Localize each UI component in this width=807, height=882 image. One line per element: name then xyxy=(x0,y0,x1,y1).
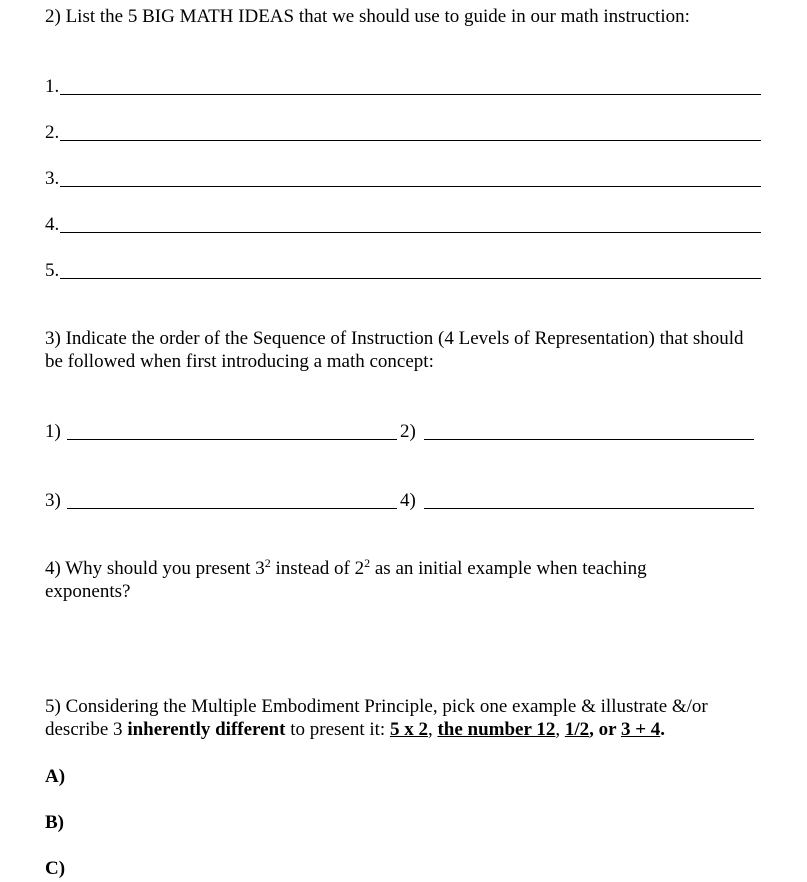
big-idea-line-5[interactable] xyxy=(45,259,761,283)
example-option: 5 x 2 xyxy=(389,719,428,740)
q4-prefix: 4) Why should you present 3 xyxy=(45,558,265,579)
item-number: 5. xyxy=(45,260,60,281)
big-idea-line-1[interactable] xyxy=(45,75,761,99)
sequence-line-1[interactable] xyxy=(45,420,397,444)
big-idea-line-3[interactable] xyxy=(45,167,761,191)
answer-line xyxy=(60,278,761,279)
separator: , xyxy=(427,719,438,740)
big-idea-line-2[interactable] xyxy=(45,121,761,145)
question-2-text: 2) List the 5 BIG MATH IDEAS that we should use to guide in our math instruction: xyxy=(45,6,690,27)
answer-line xyxy=(60,94,761,95)
answer-label-c: C) xyxy=(45,858,66,879)
sequence-line-3[interactable] xyxy=(45,489,397,513)
answer-label-b: B) xyxy=(45,812,64,833)
answer-line xyxy=(60,232,761,233)
item-number: 2. xyxy=(45,122,60,143)
answer-label-a: A) xyxy=(45,766,66,787)
sequence-line-4[interactable] xyxy=(400,489,754,513)
item-number: 3. xyxy=(45,168,60,189)
separator: , xyxy=(555,719,565,740)
example-option: 1/2 xyxy=(564,719,590,740)
answer-line xyxy=(60,140,761,141)
example-option: the number 12 xyxy=(437,719,556,740)
item-number: 4) xyxy=(400,490,416,511)
q5-emphasis: inherently different xyxy=(127,719,286,740)
item-number: 1. xyxy=(45,76,60,97)
exponent: 2 xyxy=(264,556,271,570)
sentence-end: . xyxy=(660,719,666,740)
separator: , or xyxy=(589,719,621,740)
example-option: 3 + 4 xyxy=(620,719,661,740)
answer-line xyxy=(424,508,754,509)
item-number: 4. xyxy=(45,214,60,235)
q4-middle: instead of 2 xyxy=(270,558,365,579)
q4-suffix: as an initial example when teaching exponents? xyxy=(45,558,647,602)
item-number: 1) xyxy=(45,421,61,442)
exponent: 2 xyxy=(364,556,371,570)
item-number: 3) xyxy=(45,490,61,511)
q5-middle: to present it: xyxy=(285,719,390,740)
question-4-text xyxy=(45,557,695,603)
question-5-text xyxy=(45,695,757,741)
sequence-line-2[interactable] xyxy=(400,420,754,444)
answer-line xyxy=(67,508,397,509)
item-number: 2) xyxy=(400,421,416,442)
big-idea-line-4[interactable] xyxy=(45,213,761,237)
question-3-text: 3) Indicate the order of the Sequence of Instruction (4 Levels of Representation) that should be followed when first introducing a math concept: xyxy=(45,328,744,372)
answer-line xyxy=(60,186,761,187)
answer-line xyxy=(424,439,754,440)
answer-line xyxy=(67,439,397,440)
q5-prefix: 5) Considering the Multiple Embodiment Principle, pick one example & illustrate &/or describe 3 xyxy=(45,696,708,740)
